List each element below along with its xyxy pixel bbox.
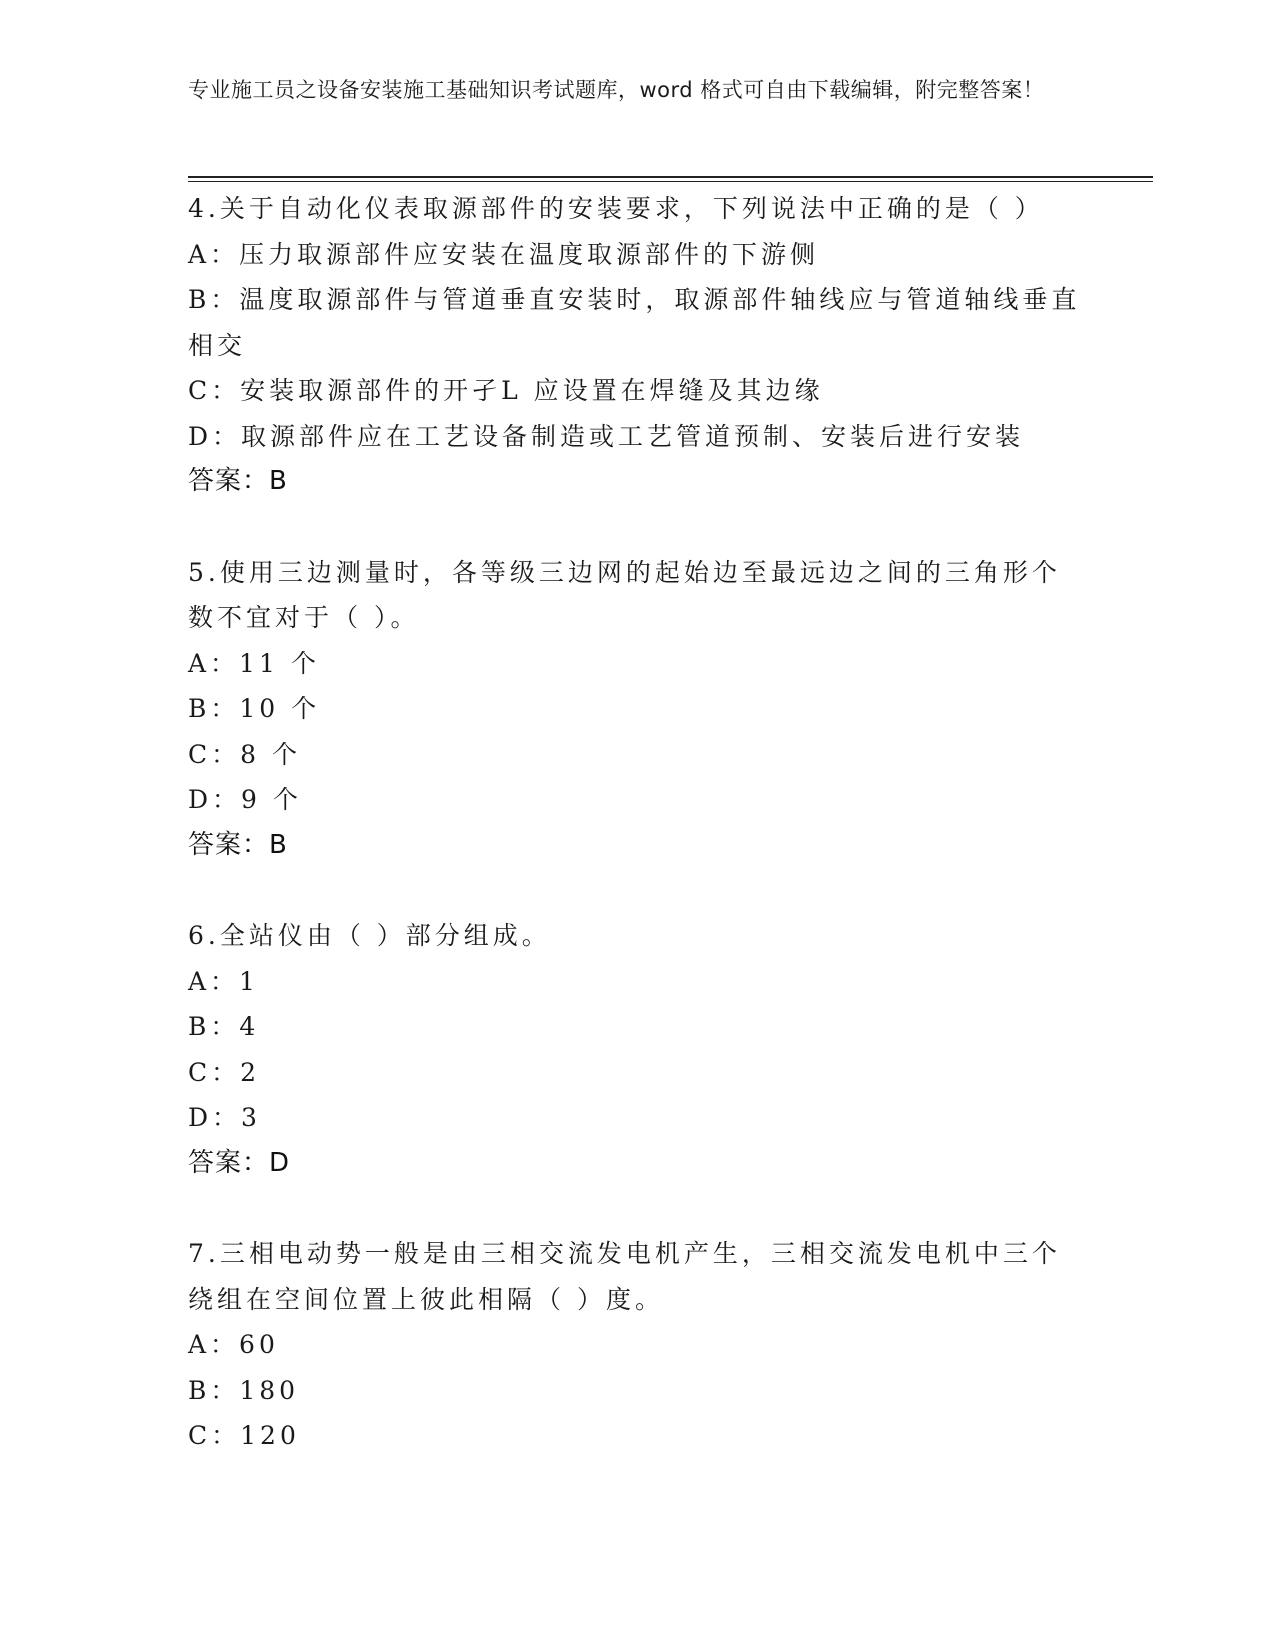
option-c: C：2 xyxy=(188,1057,261,1087)
option-a: A：11 个 xyxy=(188,648,320,678)
header-divider-thick xyxy=(188,176,1153,178)
question-5 xyxy=(188,550,1083,869)
question-stem: 4.关于自动化仪表取源部件的安装要求，下列说法中正确的是（ ） xyxy=(188,194,1044,223)
option-d: D：取源部件应在工艺设备制造或工艺管道预制、安装后进行安装 xyxy=(188,421,1025,451)
option-c: C：8 个 xyxy=(188,739,301,769)
question-stem: 6.全站仪由（ ）部分组成。 xyxy=(188,921,551,950)
question-stem: 5.使用三边测量时，各等级三边网的起始边至最远边之间的三角形个数不宜对于（ ）。 xyxy=(188,557,1061,632)
answer-label: 答案：B xyxy=(188,829,288,860)
option-a: A：1 xyxy=(188,966,259,996)
question-stem: 7.三相电动势一般是由三相交流发电机产生，三相交流发电机中三个绕组在空间位置上彼此相隔（ ）度。 xyxy=(188,1239,1061,1314)
question-6 xyxy=(188,913,1083,1186)
option-a: A：压力取源部件应安装在温度取源部件的下游侧 xyxy=(188,239,820,269)
answer-label: 答案：B xyxy=(188,466,288,496)
option-c: C：120 xyxy=(188,1421,300,1450)
document-header: 专业施工员之设备安装施工基础知识考试题库，word 格式可自由下载编辑，附完整答案！ xyxy=(188,78,1045,102)
header-divider-thin xyxy=(188,181,1153,182)
question-7 xyxy=(188,1231,1083,1459)
option-b: B：温度取源部件与管道垂直安装时，取源部件轴线应与管道轴线垂直相交 xyxy=(188,285,1081,360)
option-a: A：60 xyxy=(188,1330,279,1359)
option-b: B：10 个 xyxy=(188,694,321,723)
option-b: B：180 xyxy=(188,1375,300,1405)
option-b: B：4 xyxy=(188,1012,260,1041)
answer-label: 答案：D xyxy=(188,1147,291,1178)
option-d: D：3 xyxy=(188,1103,261,1132)
option-d: D：9 个 xyxy=(188,785,302,814)
option-c: C：安装取源部件的开孑L 应设置在焊缝及其边缘 xyxy=(188,376,824,405)
question-4 xyxy=(188,186,1083,505)
question-list xyxy=(188,186,1083,1459)
